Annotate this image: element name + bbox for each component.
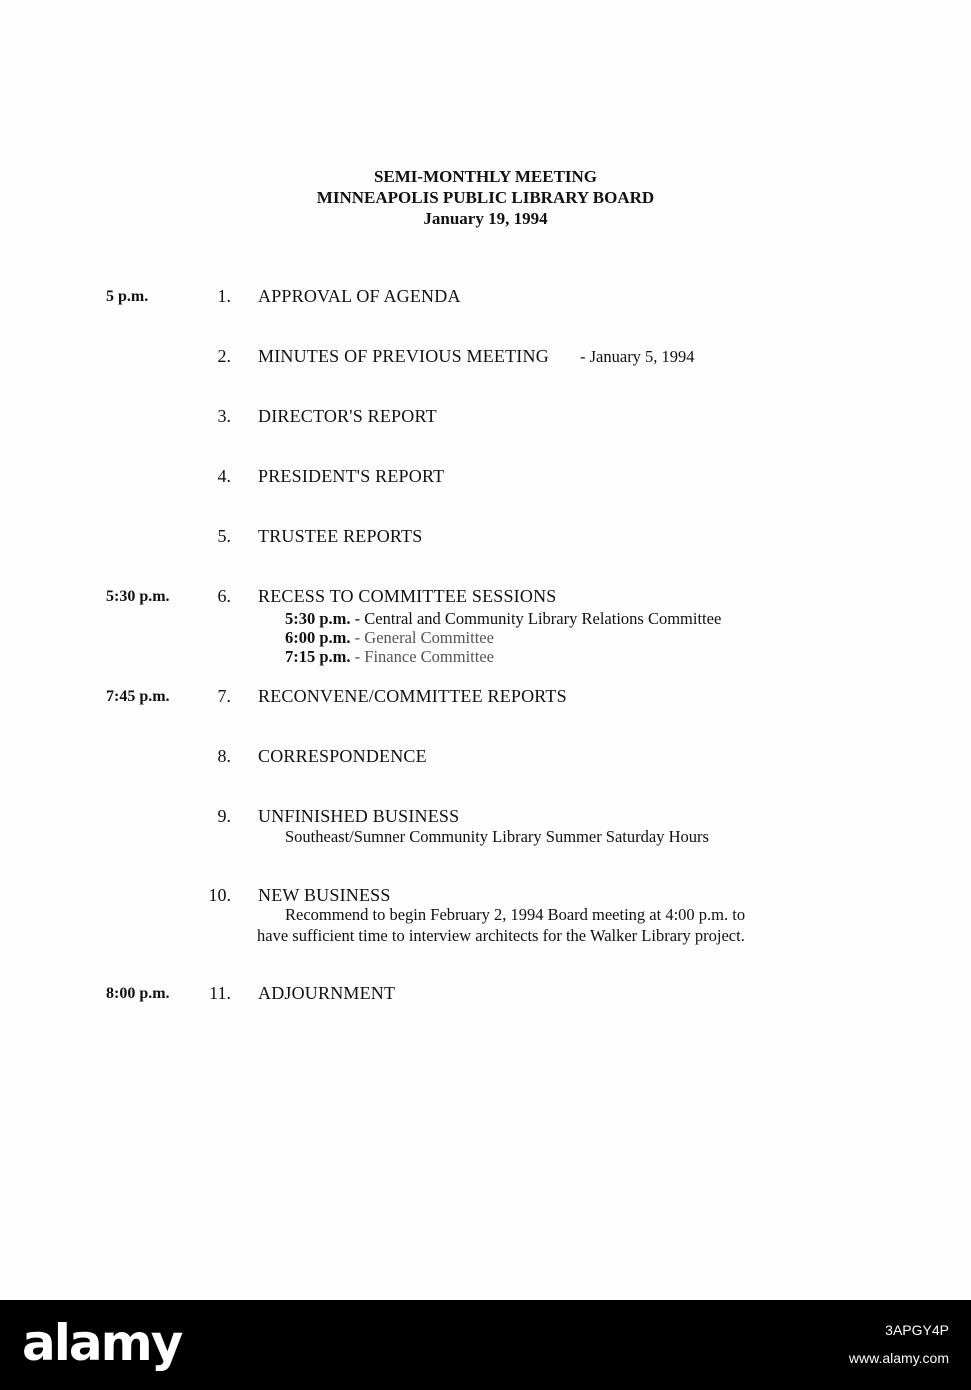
item-date: - January 5, 1994 [580, 347, 695, 366]
item-title: DIRECTOR'S REPORT [258, 406, 437, 426]
header-board-name: MINNEAPOLIS PUBLIC LIBRARY BOARD [316, 188, 655, 207]
item-title: RECESS TO COMMITTEE SESSIONS [258, 586, 557, 606]
item-number: 4. [217, 466, 231, 486]
item-number: 2. [217, 346, 231, 366]
item-title: UNFINISHED BUSINESS [258, 806, 460, 826]
item-number: 8. [217, 746, 231, 766]
document-header [0, 166, 971, 229]
agenda-item [0, 983, 971, 1007]
item-number: 3. [217, 406, 231, 426]
committee-session [285, 609, 721, 629]
item-number: 1. [217, 286, 231, 306]
committee-session [285, 628, 494, 648]
item-number: 11. [209, 983, 231, 1003]
item-title: APPROVAL OF AGENDA [258, 286, 461, 306]
item-title: RECONVENE/COMMITTEE REPORTS [258, 686, 567, 706]
item-title: TRUSTEE REPORTS [258, 526, 423, 546]
item-detail: Recommend to begin February 2, 1994 Board meeting at 4:00 p.m. to [285, 905, 746, 924]
agenda-item [0, 466, 971, 490]
item-title: PRESIDENT'S REPORT [258, 466, 445, 486]
item-detail: Southeast/Sumner Community Library Summer Saturday Hours [285, 827, 709, 846]
header-date: January 19, 1994 [423, 209, 548, 228]
item-time: 7:45 p.m. [106, 688, 170, 705]
agenda-item [0, 746, 971, 770]
item-number: 7. [217, 686, 231, 706]
session-time: 6:00 p.m. [285, 628, 351, 647]
item-number: 9. [217, 806, 231, 826]
agenda-item [0, 346, 971, 370]
watermark-banner [0, 1300, 971, 1390]
session-name: - Finance Committee [354, 647, 494, 666]
session-time: 7:15 p.m. [285, 647, 351, 666]
item-time: 8:00 p.m. [106, 985, 170, 1002]
session-time: 5:30 p.m. [285, 609, 351, 628]
committee-session [285, 647, 494, 667]
item-number: 5. [217, 526, 231, 546]
agenda-item [0, 406, 971, 430]
item-number: 10. [208, 885, 231, 905]
item-detail: have sufficient time to interview architects for the Walker Library project. [257, 926, 745, 945]
item-number: 6. [217, 586, 231, 606]
agenda-item [0, 586, 971, 610]
item-title: CORRESPONDENCE [258, 746, 427, 766]
item-time: 5 p.m. [106, 288, 149, 305]
agenda-item [0, 286, 971, 310]
item-title: ADJOURNMENT [258, 983, 396, 1003]
item-title: MINUTES OF PREVIOUS MEETING [258, 346, 549, 366]
site-url: www.alamy.com [848, 1350, 949, 1366]
brand-logo: alamy [22, 1314, 182, 1372]
item-time: 5:30 p.m. [106, 588, 170, 605]
agenda-item [0, 526, 971, 550]
session-name: - Central and Community Library Relations Committee [354, 609, 722, 628]
item-title: NEW BUSINESS [258, 885, 391, 905]
session-name: - General Committee [354, 628, 494, 647]
agenda-item [0, 686, 971, 710]
header-meeting-type: SEMI-MONTHLY MEETING [373, 167, 598, 186]
image-id: 3APGY4P [885, 1322, 949, 1338]
